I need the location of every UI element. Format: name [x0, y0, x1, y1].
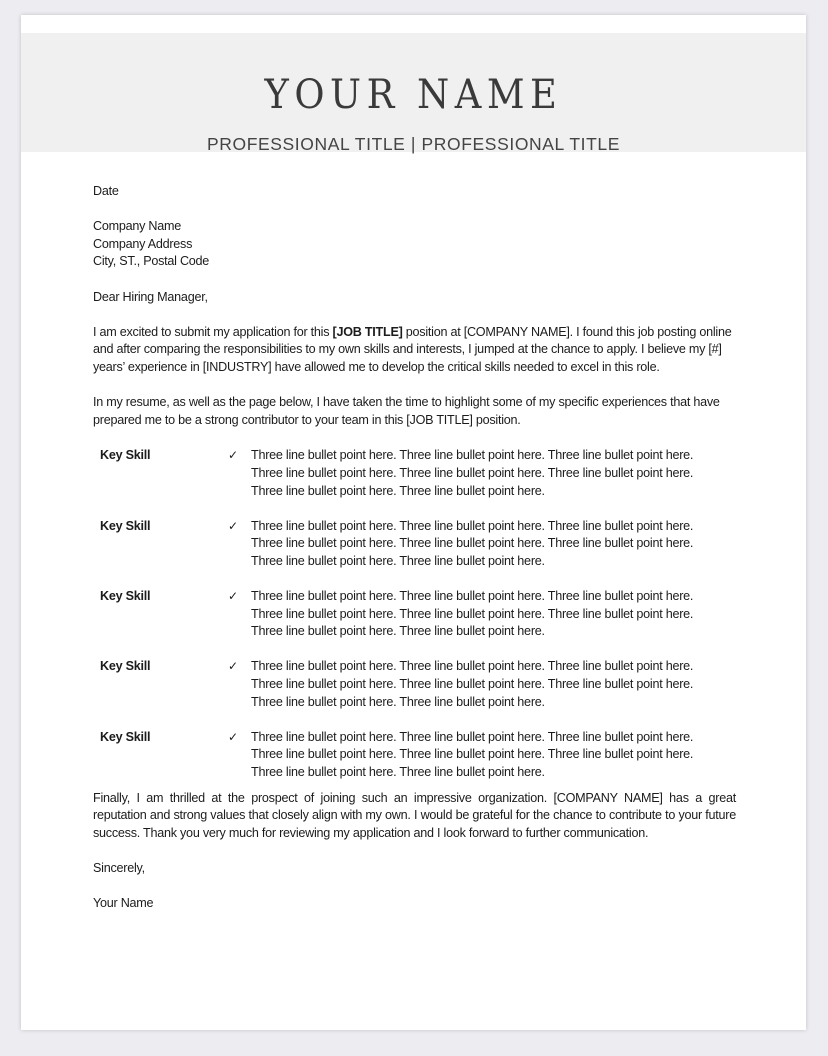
- professional-title: PROFESSIONAL TITLE | PROFESSIONAL TITLE: [206, 134, 621, 154]
- skill-label: Key Skill: [100, 659, 151, 674]
- city-line: City, ST., Postal Code: [93, 254, 210, 269]
- checkmark-icon: ✓: [228, 448, 238, 463]
- applicant-name: YOUR NAME: [264, 72, 563, 118]
- checkmark-icon: ✓: [228, 518, 238, 533]
- checkmark-icon: ✓: [228, 729, 238, 744]
- paragraph-intro: [93, 324, 736, 377]
- skill-row: [93, 447, 736, 500]
- skill-text: Three line bullet point here. Three line bullet point here. Three line bullet point here. Three line bullet point here. Three line bullet point here. Three line bullet point here. Three line bullet point here. Three line bullet point here.: [251, 729, 694, 779]
- skill-label: Key Skill: [100, 729, 151, 744]
- salutation: Dear Hiring Manager,: [93, 289, 208, 304]
- skill-label: Key Skill: [100, 589, 151, 604]
- skill-row: [93, 729, 736, 782]
- company-address: Company Address: [93, 236, 193, 251]
- date: Date: [93, 184, 119, 198]
- skill-text: Three line bullet point here. Three line bullet point here. Three line bullet point here. Three line bullet point here. Three line bullet point here. Three line bullet point here. Three line bullet point here. Three line bullet point here.: [251, 448, 694, 498]
- skill-text: Three line bullet point here. Three line bullet point here. Three line bullet point here. Three line bullet point here. Three line bullet point here. Three line bullet point here. Three line bullet point here. Three line bullet point here.: [251, 589, 694, 639]
- para1-text: I am excited to submit my application for this: [93, 324, 333, 339]
- skill-row: [93, 518, 736, 571]
- skill-label: Key Skill: [100, 518, 151, 533]
- skill-row: [93, 588, 736, 641]
- paragraph-resume: In my resume, as well as the page below, I have taken the time to highlight some of my specific experiences that have prepared me to be a strong contributor to your team in this [JOB TITLE] position.: [93, 395, 720, 427]
- company-name: Company Name: [93, 219, 181, 234]
- skill-text: Three line bullet point here. Three line bullet point here. Three line bullet point here. Three line bullet point here. Three line bullet point here. Three line bullet point here. Three line bullet point here. Three line bullet point here.: [251, 518, 694, 568]
- para1-text-end: position at [COMPANY NAME]. I found this job posting online and after comparing the responsibilities to my own skills and interests, I jumped at the chance to apply. I believe my [#] years’ experience in [INDUSTRY] have allowed me to develop the critical skills needed to excel in this role.: [93, 324, 732, 374]
- skill-text: Three line bullet point here. Three line bullet point here. Three line bullet point here. Three line bullet point here. Three line bullet point here. Three line bullet point here. Three line bullet point here. Three line bullet point here.: [251, 659, 694, 709]
- checkmark-icon: ✓: [228, 659, 238, 674]
- signature: Your Name: [93, 896, 154, 911]
- para1-bold: [JOB TITLE]: [332, 324, 403, 339]
- letter-header: [21, 33, 806, 152]
- skill-row: [93, 658, 736, 711]
- document-page: [21, 15, 806, 1030]
- skill-label: Key Skill: [100, 448, 151, 463]
- letter-body: [93, 183, 736, 913]
- paragraph-closing: Finally, I am thrilled at the prospect of joining such an impressive organization. [COMPANY NAME] has a great reputation and strong values that closely align with my own. I would be grateful for the chance to contribute to your future success. Thank you very much for reviewing my application and I look forward to further communication.: [93, 790, 736, 840]
- skills-list: [93, 447, 736, 781]
- checkmark-icon: ✓: [228, 589, 238, 604]
- closing: Sincerely,: [93, 860, 145, 875]
